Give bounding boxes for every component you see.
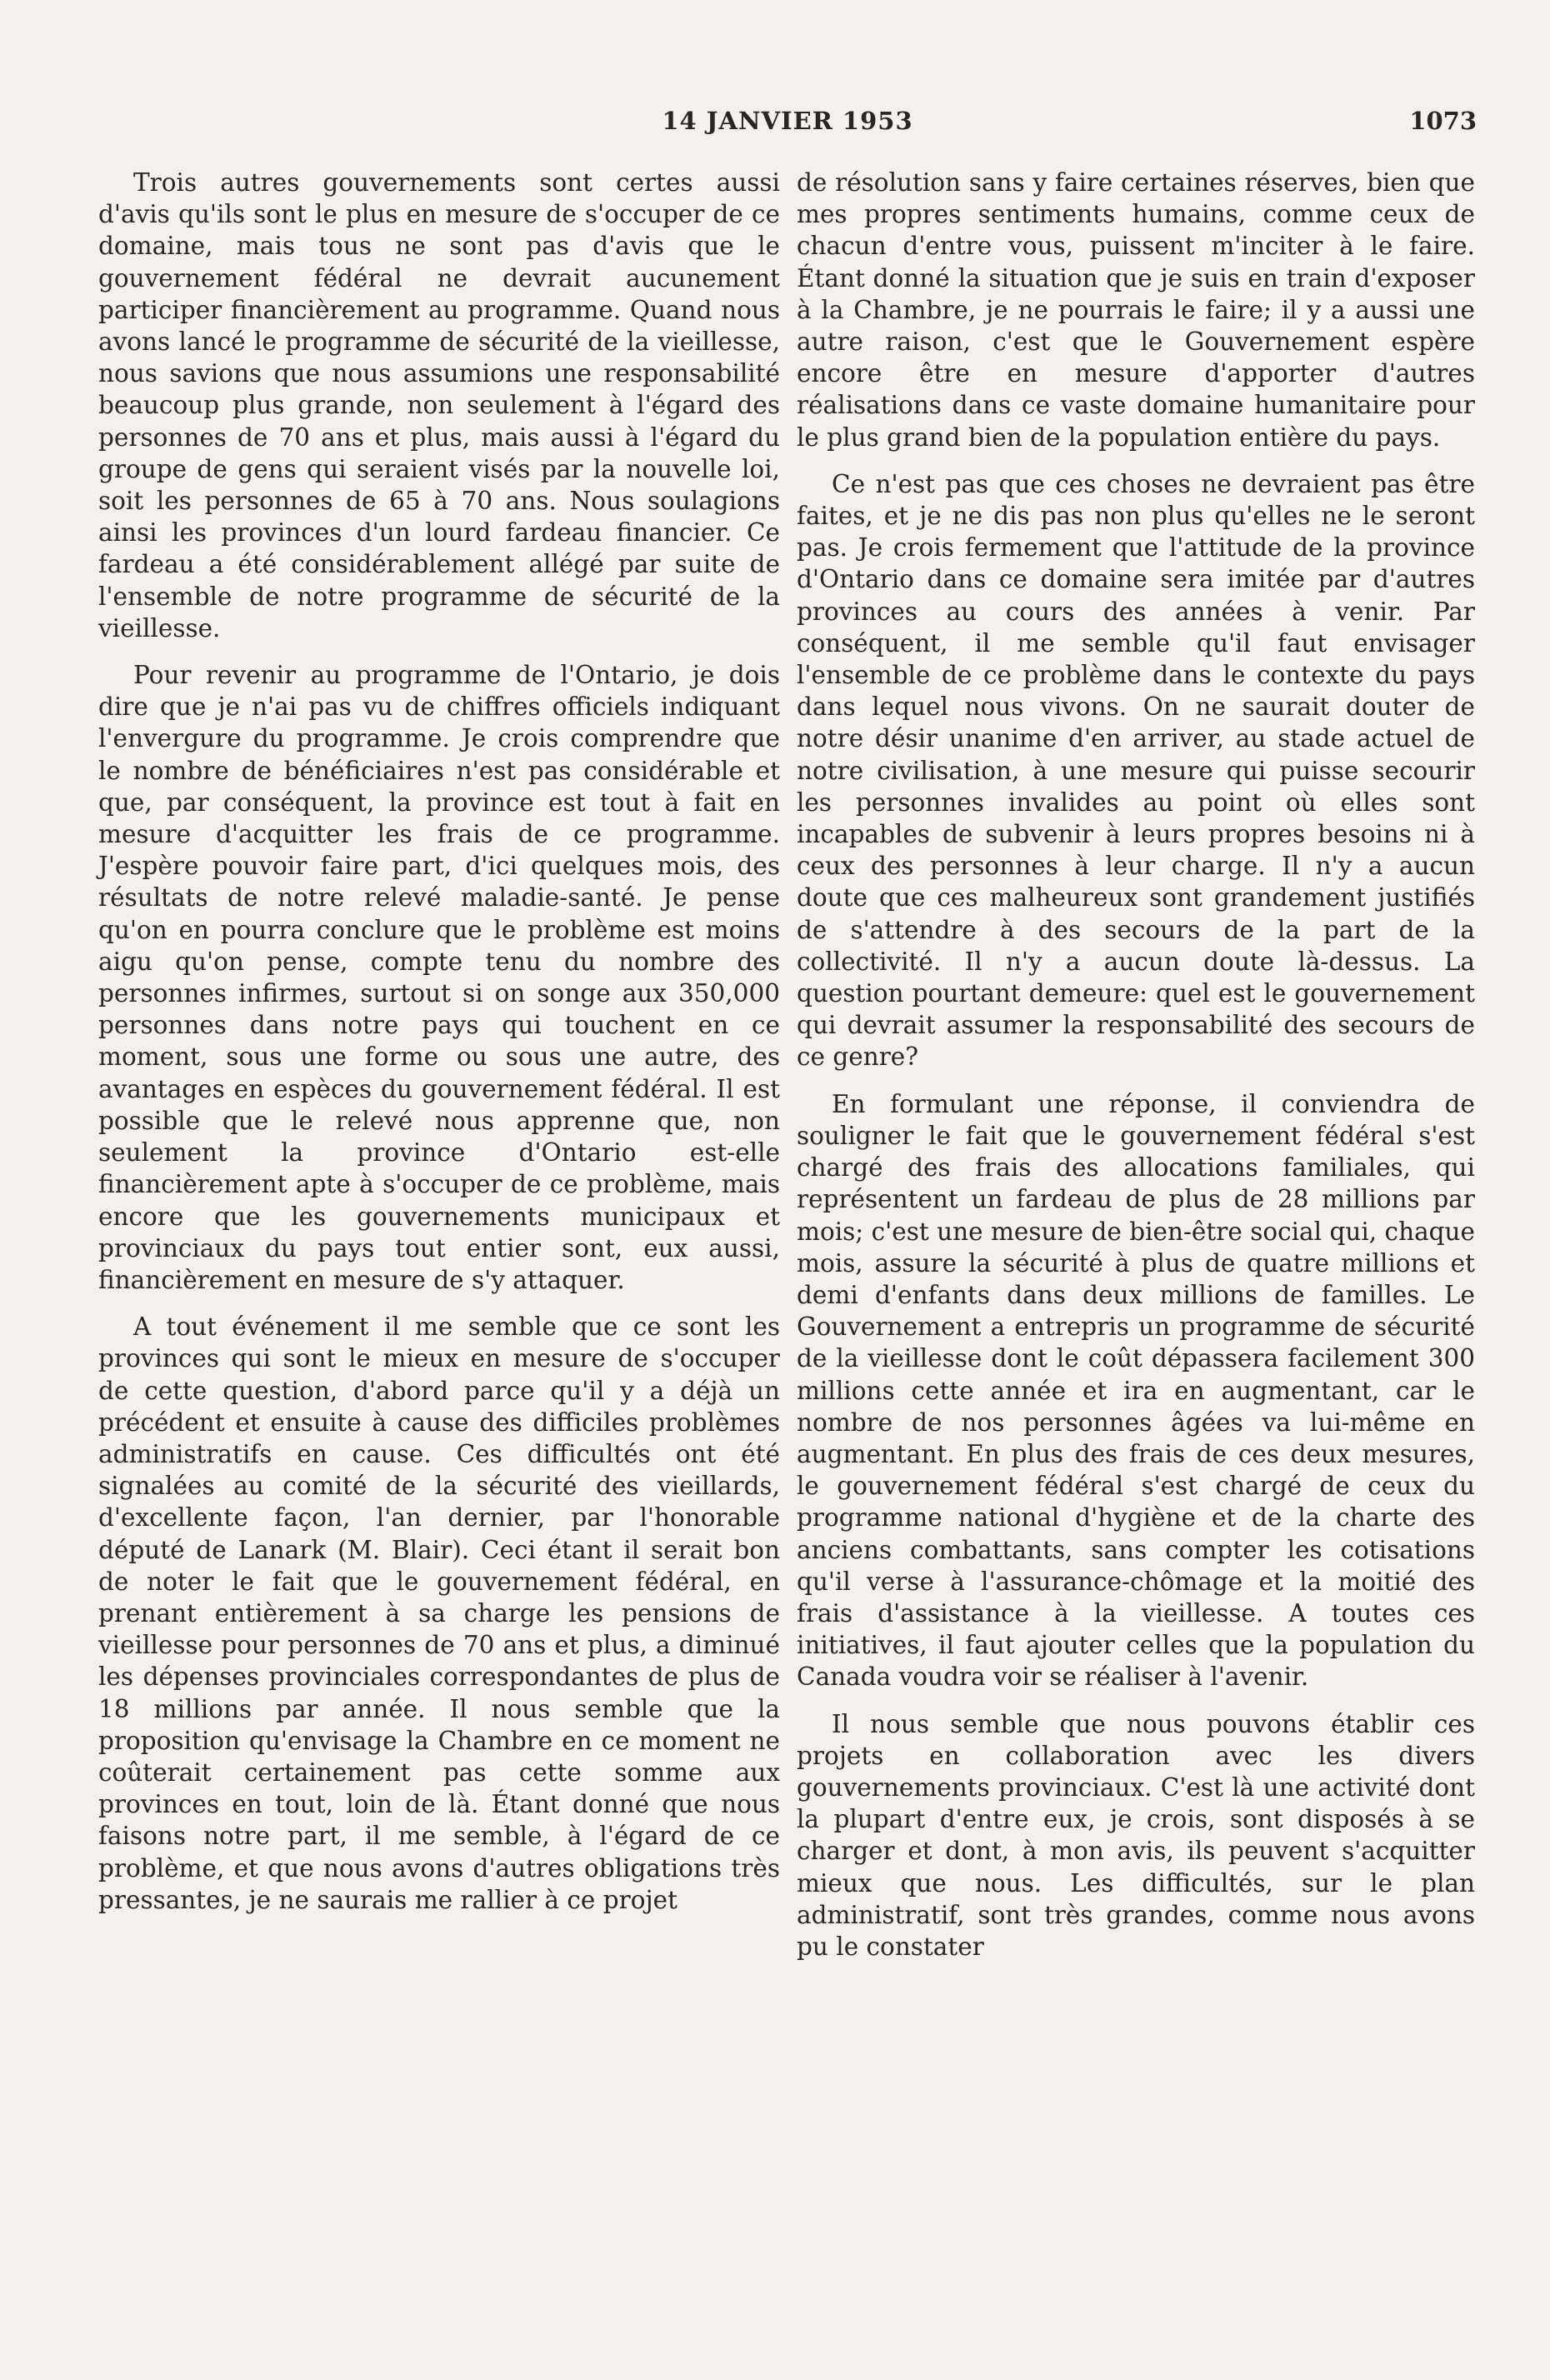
- paragraph: En formulant une réponse, il conviendra de souligner le fait que le gouvernement fédéral s'est chargé des frais des allocations familiales, qui représentent un fardeau de plus de 28 millions par mois; c'est une mesure de bien-être social qui, chaque mois, assure la sécurité à plus de quatre millions et demi d'enfants dans deux millions de familles. Le Gouvernement a entrepris un programme de sécurité de la vieillesse dont le coût dépassera facilement 300 millions cette année et ira en augmentant, car le nombre de nos personnes âgées va lui-même en augmentant. En plus des frais de ces deux mesures, le gouvernement fédéral s'est chargé de ceux du programme national d'hygiène et de la charte des anciens combattants, sans compter les cotisations qu'il verse à l'assurance-chômage et la moitié des frais d'assistance à la vieillesse. A toutes ces initiatives, il faut ajouter celles que la population du Canada voudra voir se réaliser à l'avenir.: [797, 1089, 1475, 1692]
- paragraph: A tout événement il me semble que ce sont les provinces qui sont le mieux en mesure de s'occuper de cette question, d'abord parce qu'il y a déjà un précédent et ensuite à cause des difficiles problèmes administratifs en cause. Ces difficultés ont été signalées au comité de la sécurité des vieillards, d'excellente façon, l'an dernier, par l'honorable député de Lanark (M. Blair). Ceci étant il serait bon de noter le fait que le gouvernement fédéral, en prenant entièrement à sa charge les pensions de vieillesse pour personnes de 70 ans et plus, a diminué les dépenses provinciales correspondantes de plus de 18 millions par année. Il nous semble que la proposition qu'envisage la Chambre en ce moment ne coûterait certainement pas cette somme aux provinces en tout, loin de là. Étant donné que nous faisons notre part, il me semble, à l'égard de ce problème, et que nous avons d'autres obligations très pressantes, je ne saurais me rallier à ce projet: [98, 1312, 780, 1914]
- right-column: [797, 167, 1475, 1978]
- header-date: 14 JANVIER 1953: [662, 107, 913, 135]
- page-number: 1073: [1409, 107, 1477, 135]
- paragraph: Ce n'est pas que ces choses ne devraient pas être faites, et je ne dis pas non plus qu'elles ne le seront pas. Je crois fermement que l'attitude de la province d'Ontario dans ce domaine sera imitée par d'autres provinces au cours des années à venir. Par conséquent, il me semble qu'il faut envisager l'ensemble de ce problème dans le contexte du pays dans lequel nous vivons. On ne saurait douter de notre désir unanime d'en arriver, au stade actuel de notre civilisation, à une mesure qui puisse secourir les personnes invalides au point où elles sont incapables de subvenir à leurs propres besoins ni à ceux des personnes à leur charge. Il n'y a aucun doute que ces malheureux sont grandement justifiés de s'attendre à des secours de la part de la collectivité. Il n'y a aucun doute là-dessus. La question pourtant demeure: quel est le gouvernement qui devrait assumer la responsabilité des secours de ce genre?: [797, 469, 1475, 1072]
- paragraph-continued: de résolution sans y faire certaines réserves, bien que mes propres sentiments humains, comme ceux de chacun d'entre vous, puissent m'inciter à le faire. Étant donné la situation que je suis en train d'exposer à la Chambre, je ne pourrais le faire; il y a aussi une autre raison, c'est que le Gouvernement espère encore être en mesure d'apporter d'autres réalisations dans ce vaste domaine humanitaire pour le plus grand bien de la population entière du pays.: [797, 168, 1475, 452]
- left-column: [98, 167, 780, 1931]
- paragraph: Trois autres gouvernements sont certes aussi d'avis qu'ils sont le plus en mesure de s'occuper de ce domaine, mais tous ne sont pas d'avis que le gouvernement fédéral ne devrait aucunement participer financièrement au programme. Quand nous avons lancé le programme de sécurité de la vieillesse, nous savions que nous assumions une responsabilité beaucoup plus grande, non seulement à l'égard des personnes de 70 ans et plus, mais aussi à l'égard du groupe de gens qui seraient visés par la nouvelle loi, soit les personnes de 65 à 70 ans. Nous soulagions ainsi les provinces d'un lourd fardeau financier. Ce fardeau a été considérablement allégé par suite de l'ensemble de notre programme de sécurité de la vieillesse.: [98, 168, 780, 642]
- paragraph: Pour revenir au programme de l'Ontario, je dois dire que je n'ai pas vu de chiffres officiels indiquant l'envergure du programme. Je crois comprendre que le nombre de bénéficiaires n'est pas considérable et que, par conséquent, la province est tout à fait en mesure d'acquitter les frais de ce programme. J'espère pouvoir faire part, d'ici quelques mois, des résultats de notre relevé maladie-santé. Je pense qu'on en pourra conclure que le problème est moins aigu qu'on pense, compte tenu du nombre des personnes infirmes, surtout si on songe aux 350,000 personnes dans notre pays qui touchent en ce moment, sous une forme ou sous une autre, des avantages en espèces du gouvernement fédéral. Il est possible que le relevé nous apprenne que, non seulement la province d'Ontario est-elle financièrement apte à s'occuper de ce problème, mais encore que les gouvernements municipaux et provinciaux du pays tout entier sont, eux aussi, financièrement en mesure de s'y attaquer.: [98, 661, 780, 1294]
- page-header: [98, 98, 1477, 140]
- paragraph: Il nous semble que nous pouvons établir ces projets en collaboration avec les divers gouvernements provinciaux. C'est là une activité dont la plupart d'entre eux, je crois, sont disposés à se charger et dont, à mon avis, ils peuvent s'acquitter mieux que nous. Les difficultés, sur le plan administratif, sont très grandes, comme nous avons pu le constater: [797, 1709, 1475, 1961]
